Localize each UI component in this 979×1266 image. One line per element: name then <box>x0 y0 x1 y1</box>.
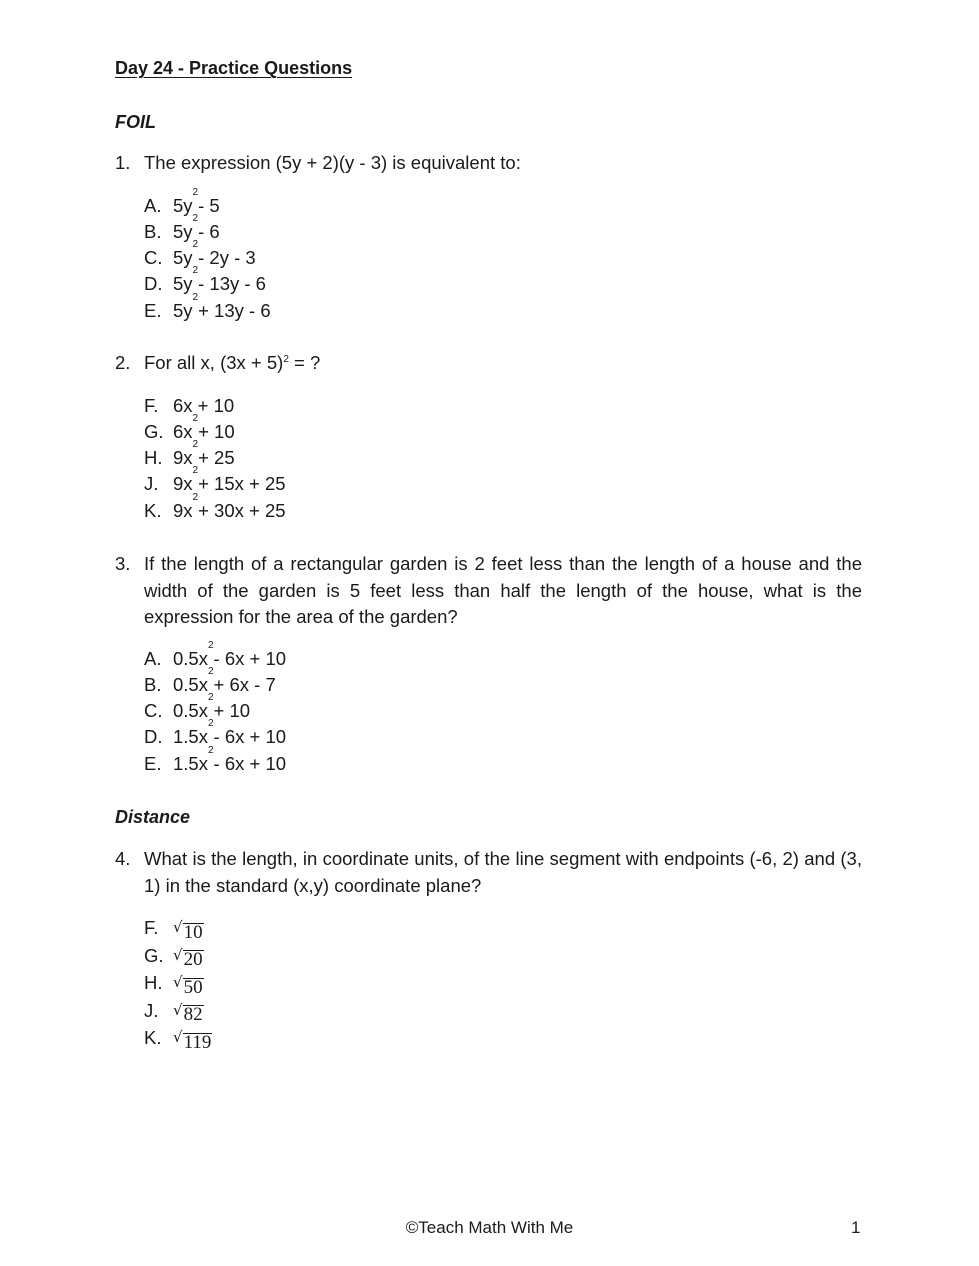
answer-option: E. 5y 2 + 13y - 6 <box>144 291 271 321</box>
answer-option: A. 0.5x 2 - 6x + 10 <box>144 639 287 669</box>
answer-options <box>115 186 862 324</box>
square-root: √ 20 <box>173 945 203 970</box>
footer-copyright: ©Teach Math With Me <box>405 1218 574 1237</box>
question-number: 2. <box>115 352 131 373</box>
answer-option: H. 9x 2 + 25 <box>144 439 235 469</box>
answer-option: C. 0.5x 2 + 10 <box>144 692 251 722</box>
answer-option: E. 1.5x 2 - 6x + 10 <box>144 744 287 774</box>
question-4 <box>115 846 862 1052</box>
section-title-foil: FOIL <box>115 112 156 132</box>
question-stem <box>115 350 862 377</box>
answer-option: D. 1.5x 2 - 6x + 10 <box>144 718 287 748</box>
answer-options <box>115 914 862 1052</box>
question-3 <box>115 551 862 777</box>
question-2 <box>115 350 862 524</box>
answer-option: G. √ 20 <box>144 942 862 970</box>
question-text: The expression (5y + 2)(y - 3) is equivalent to: <box>144 152 521 173</box>
answer-option: K. √ 119 <box>144 1024 862 1052</box>
square-root: √ 50 <box>173 973 203 998</box>
answer-option: J. √ 82 <box>144 997 862 1025</box>
question-stem <box>115 150 862 177</box>
answer-option: D. 5y 2 - 13y - 6 <box>144 265 266 295</box>
page-number: 1 <box>851 1218 861 1237</box>
answer-option: F. 6x + 10 <box>144 394 235 416</box>
question-number: 1. <box>115 152 131 173</box>
section-title-distance: Distance <box>115 807 191 827</box>
square-root: √ 82 <box>173 1000 203 1025</box>
question-1 <box>115 150 862 324</box>
answer-option: C. 5y 2 - 2y - 3 <box>144 239 256 269</box>
answer-options <box>115 393 862 524</box>
question-number: 4. <box>115 848 131 869</box>
answer-option: B. 0.5x 2 + 6x - 7 <box>144 665 276 695</box>
answer-options <box>115 639 862 777</box>
square-root: √ 119 <box>173 1028 212 1053</box>
question-text: For all x, $(3x + 5)^2$ = ? <box>144 352 321 373</box>
answer-option: K. 9x 2 + 30x + 25 <box>144 491 286 521</box>
question-stem <box>115 551 862 631</box>
question-text: What is the length, in coordinate units, of the line segment with endpoints (-6, 2) and (3, 1) in the standard (x,y) coordinate plane? <box>144 848 862 896</box>
answer-option: B. 5y 2 - 6 <box>144 212 220 242</box>
question-number: 3. <box>115 553 131 574</box>
square-root: √ 10 <box>173 918 203 943</box>
answer-option: A. 5y 2 - 5 <box>144 186 220 216</box>
question-stem <box>115 846 862 899</box>
question-text: If the length of a rectangular garden is 2 feet less than the length of a house and the width of the garden is 5 feet less than half the length of the house, what is the expression for the area of the garden? <box>144 553 862 627</box>
answer-option: G. 6x 2 + 10 <box>144 412 235 442</box>
page-title: Day 24 - Practice Questions <box>115 58 353 78</box>
answer-option: J. 9x 2 + 15x + 25 <box>144 465 286 495</box>
answer-option: F. √ 10 <box>144 914 862 942</box>
answer-option: H. √ 50 <box>144 969 862 997</box>
